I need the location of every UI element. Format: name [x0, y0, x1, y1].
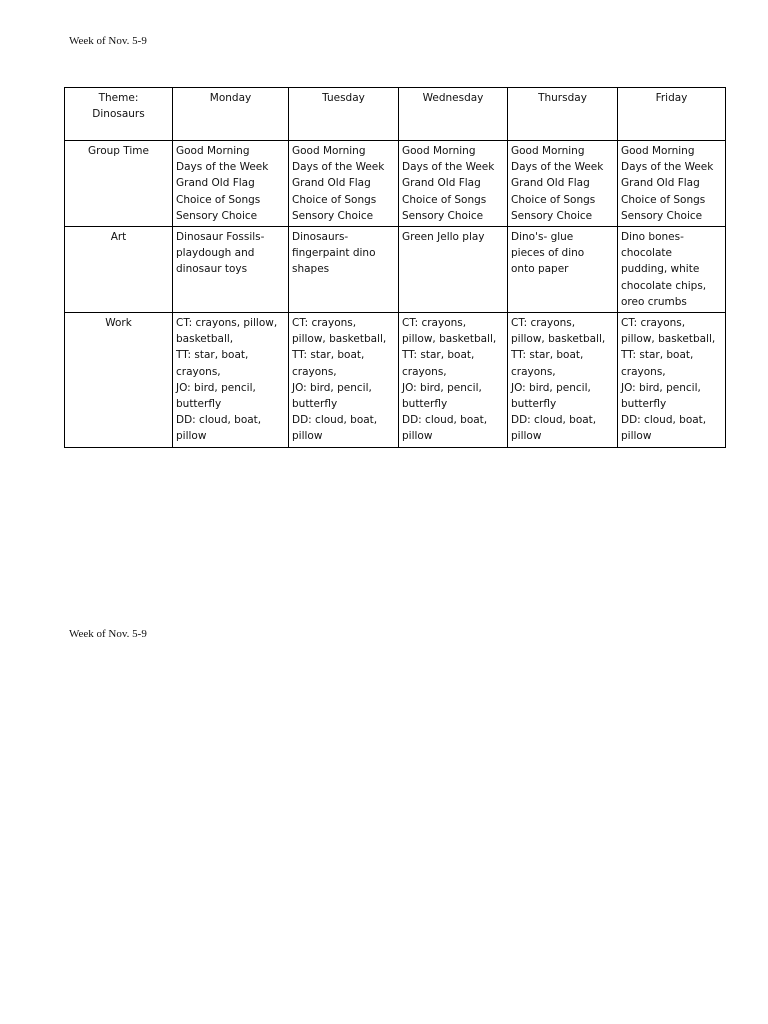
day-header-tuesday: Tuesday [289, 88, 399, 141]
row-group-time [65, 141, 726, 227]
cell-text-line: pillow [621, 430, 652, 443]
day-header-wednesday: Wednesday [399, 88, 508, 141]
cell-group-time-monday [173, 141, 289, 227]
cell-text-line: pillow, basketball, [621, 333, 716, 346]
cell-group-time-friday [618, 141, 726, 227]
theme-label: Theme: [98, 92, 139, 104]
cell-text-line: Days of the Week [511, 161, 604, 174]
cell-text-line: TT: star, boat, [621, 349, 694, 362]
cell-text-line: CT: crayons, [402, 317, 467, 330]
cell-work-wednesday [399, 313, 508, 448]
cell-text-line: CT: crayons, [511, 317, 576, 330]
theme-cell [65, 88, 173, 141]
row-art [65, 227, 726, 313]
cell-text-line: Good Morning [621, 145, 695, 157]
cell-text-line: butterfly [292, 398, 338, 411]
cell-text-line: Good Morning [511, 145, 585, 157]
cell-text-line: Good Morning [402, 145, 476, 157]
cell-text-line: pillow [402, 430, 433, 443]
cell-text-line: crayons, [176, 365, 221, 378]
cell-text-line: Grand Old Flag [511, 177, 590, 190]
cell-text-line: Choice of Songs [176, 193, 261, 206]
cell-text-line: butterfly [621, 398, 667, 411]
row-label-art: Art [65, 227, 173, 313]
cell-text-line: butterfly [402, 398, 448, 411]
cell-text-line: Dino bones- [621, 231, 684, 244]
cell-group-time-wednesday [399, 141, 508, 227]
cell-text-line: crayons, [511, 365, 556, 378]
cell-text-line: Sensory Choice [402, 209, 484, 222]
cell-text-line: pillow [292, 430, 323, 443]
cell-text-line: pudding, white [621, 263, 700, 276]
day-header-friday: Friday [618, 88, 726, 141]
day-header-monday: Monday [173, 88, 289, 141]
cell-art-tuesday [289, 227, 399, 313]
cell-text-line: Grand Old Flag [402, 177, 481, 190]
cell-text-line: Days of the Week [176, 161, 269, 174]
cell-text-line: crayons, [402, 365, 447, 378]
cell-text-line: Choice of Songs [621, 193, 706, 206]
cell-text-line: Good Morning [176, 145, 250, 157]
cell-text-line: JO: bird, pencil, [176, 381, 256, 394]
cell-text-line: JO: bird, pencil, [511, 381, 591, 394]
cell-text-line: Grand Old Flag [176, 177, 255, 190]
cell-text-line: DD: cloud, boat, [176, 414, 262, 427]
cell-work-tuesday [289, 313, 399, 448]
cell-text-line: dinosaur toys [176, 263, 248, 276]
cell-text-line: Sensory Choice [511, 209, 593, 222]
cell-text-line: butterfly [176, 398, 222, 411]
cell-text-line: Choice of Songs [402, 193, 487, 206]
cell-art-wednesday [399, 227, 508, 313]
cell-text-line: Sensory Choice [621, 209, 703, 222]
cell-work-thursday [508, 313, 618, 448]
cell-text-line: Choice of Songs [292, 193, 377, 206]
cell-text-line: chocolate chips, [621, 279, 707, 292]
row-label-group-time: Group Time [65, 141, 173, 227]
cell-text-line: butterfly [511, 398, 557, 411]
cell-text-line: shapes [292, 263, 330, 276]
cell-text-line: pillow, basketball, [402, 333, 497, 346]
cell-text-line: CT: crayons, pillow, [176, 317, 278, 330]
cell-text-line: TT: star, boat, [292, 349, 365, 362]
header-row [65, 88, 726, 141]
cell-art-monday [173, 227, 289, 313]
cell-text-line: TT: star, boat, [402, 349, 475, 362]
cell-text-line: pieces of dino [511, 247, 585, 260]
cell-text-line: JO: bird, pencil, [402, 381, 482, 394]
cell-text-line: Dinosaurs- [292, 231, 349, 244]
cell-group-time-thursday [508, 141, 618, 227]
lesson-plan-table [64, 87, 726, 448]
cell-text-line: Choice of Songs [511, 193, 596, 206]
cell-text-line: DD: cloud, boat, [511, 414, 597, 427]
cell-text-line: pillow, basketball, [292, 333, 387, 346]
cell-group-time-tuesday [289, 141, 399, 227]
cell-text-line: Dinosaur Fossils- [176, 231, 265, 244]
cell-text-line: DD: cloud, boat, [402, 414, 488, 427]
cell-text-line: JO: bird, pencil, [621, 381, 701, 394]
cell-text-line: basketball, [176, 333, 234, 346]
cell-text-line: JO: bird, pencil, [292, 381, 372, 394]
cell-text-line: Sensory Choice [176, 209, 258, 222]
cell-text-line: Days of the Week [621, 161, 714, 174]
cell-text-line: Green Jello play [402, 231, 485, 244]
cell-art-thursday [508, 227, 618, 313]
cell-text-line: playdough and [176, 247, 255, 260]
cell-text-line: Days of the Week [402, 161, 495, 174]
cell-text-line: chocolate [621, 247, 672, 260]
week-label-top: Week of Nov. 5-9 [69, 35, 147, 47]
cell-text-line: Dino's- glue [511, 231, 574, 244]
cell-text-line: pillow, basketball, [511, 333, 606, 346]
cell-text-line: onto paper [511, 263, 569, 276]
cell-text-line: CT: crayons, [621, 317, 686, 330]
cell-text-line: DD: cloud, boat, [621, 414, 707, 427]
cell-text-line: oreo crumbs [621, 295, 687, 308]
cell-art-friday [618, 227, 726, 313]
cell-text-line: crayons, [621, 365, 666, 378]
week-label-bottom: Week of Nov. 5-9 [69, 628, 147, 640]
cell-text-line: pillow [176, 430, 207, 443]
cell-text-line: CT: crayons, [292, 317, 357, 330]
cell-text-line: Days of the Week [292, 161, 385, 174]
cell-text-line: Grand Old Flag [292, 177, 371, 190]
cell-text-line: crayons, [292, 365, 337, 378]
cell-text-line: Sensory Choice [292, 209, 374, 222]
cell-text-line: TT: star, boat, [511, 349, 584, 362]
row-work [65, 313, 726, 448]
cell-text-line: pillow [511, 430, 542, 443]
cell-text-line: DD: cloud, boat, [292, 414, 378, 427]
cell-text-line: TT: star, boat, [176, 349, 249, 362]
cell-work-monday [173, 313, 289, 448]
theme-value: Dinosaurs [92, 108, 145, 121]
row-label-work: Work [65, 313, 173, 448]
day-header-thursday: Thursday [508, 88, 618, 141]
cell-text-line: Good Morning [292, 145, 366, 157]
cell-text-line: Grand Old Flag [621, 177, 700, 190]
cell-work-friday [618, 313, 726, 448]
cell-text-line: fingerpaint dino [292, 247, 376, 260]
